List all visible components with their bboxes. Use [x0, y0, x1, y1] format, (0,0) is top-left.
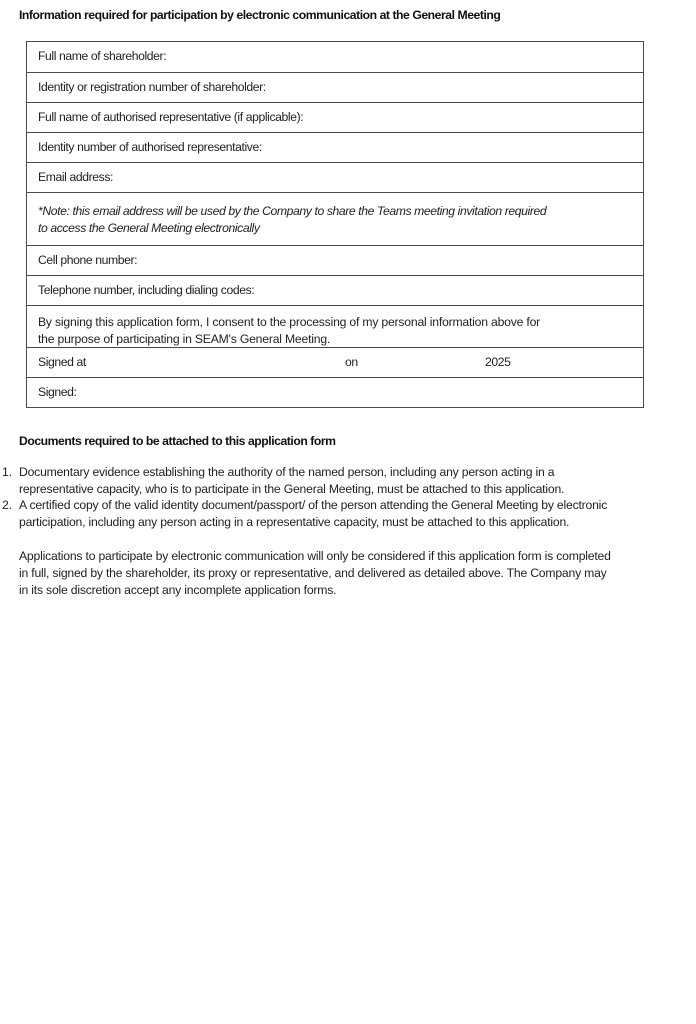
field-label: Email address:	[38, 170, 114, 184]
documents-list	[0, 464, 696, 530]
signed-at-label: Signed at	[38, 355, 86, 369]
list-item	[0, 464, 696, 497]
list-number: 1.	[2, 465, 12, 479]
participation-form-table	[26, 41, 644, 408]
field-cell-phone[interactable]	[27, 245, 643, 275]
consent-statement	[27, 305, 643, 347]
paragraph-line-2: in full, signed by the shareholder, its proxy or representative, and delivered as detailed above. The Company may	[19, 566, 607, 580]
conditions-paragraph	[19, 548, 679, 599]
note-line-1: *Note: this email address will be used by the Company to share the Teams meeting invitation required	[38, 204, 547, 218]
field-representative-id-number[interactable]	[27, 132, 643, 162]
field-telephone[interactable]	[27, 275, 643, 305]
field-label: Signed:	[38, 385, 77, 399]
field-label: Cell phone number:	[38, 253, 138, 267]
note-line-2: to access the General Meeting electronically	[38, 221, 260, 235]
field-label: Identity number of authorised representative:	[38, 140, 262, 154]
list-item-line-1: A certified copy of the valid identity document/passport/ of the person attending the General Meeting by electronic	[19, 498, 608, 512]
list-number: 2.	[2, 498, 12, 512]
section-heading-documents-required: Documents required to be attached to this application form	[19, 434, 336, 448]
section-heading-information-required: Information required for participation by electronic communication at the General Meeting	[19, 8, 501, 22]
list-item	[0, 497, 696, 530]
consent-line-2: the purpose of participating in SEAM's General Meeting.	[38, 332, 331, 346]
list-item-line-1: Documentary evidence establishing the authority of the named person, including any person acting in a	[19, 465, 555, 479]
paragraph-line-3: in its sole discretion accept any incomplete application forms.	[19, 583, 337, 597]
list-item-line-2: representative capacity, who is to participate in the General Meeting, must be attached to this application.	[19, 481, 565, 496]
field-label: Full name of shareholder:	[38, 49, 167, 63]
signed-on-label: on	[345, 355, 358, 369]
field-signed-at[interactable]	[27, 347, 643, 377]
field-representative-full-name[interactable]	[27, 102, 643, 132]
signed-year: 2025	[485, 355, 511, 369]
field-email-address[interactable]	[27, 162, 643, 192]
field-label: Telephone number, including dialing codes:	[38, 283, 255, 297]
field-label: Full name of authorised representative (if applicable):	[38, 110, 304, 124]
field-label: Identity or registration number of shareholder:	[38, 80, 266, 94]
consent-line-1: By signing this application form, I consent to the processing of my personal information above for	[38, 315, 541, 329]
field-shareholder-full-name[interactable]	[27, 42, 643, 72]
list-item-line-2: participation, including any person acting in a representative capacity, must be attached to this application.	[19, 514, 570, 529]
field-signature[interactable]	[27, 377, 643, 407]
field-shareholder-id-number[interactable]	[27, 72, 643, 102]
paragraph-line-1: Applications to participate by electronic communication will only be considered if this application form is completed	[19, 549, 611, 563]
email-note	[27, 192, 643, 245]
